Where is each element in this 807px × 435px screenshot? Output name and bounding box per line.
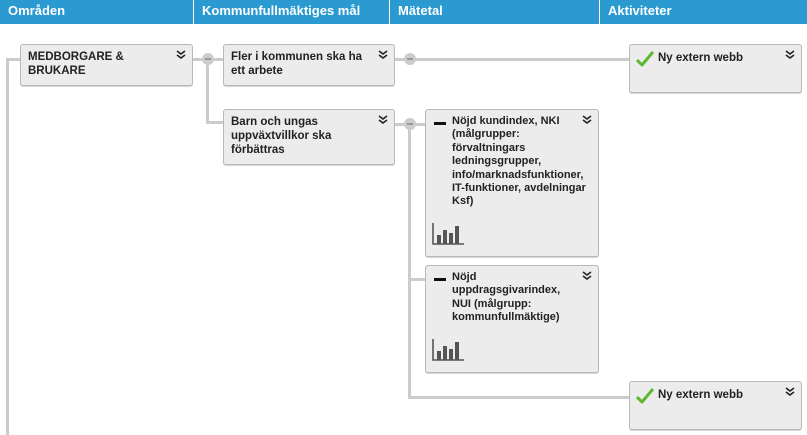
collapse-knob-goal2[interactable]: [404, 118, 416, 130]
column-header-metrics: Mätetal: [390, 0, 600, 24]
column-header-areas: Områden: [0, 0, 194, 24]
metric-branch-vertical: [408, 123, 411, 398]
metric-card-title: Nöjd uppdragsgivarindex, NUI (målgrupp: kommunfullmäktige): [452, 271, 561, 324]
bar-chart-icon[interactable]: [431, 338, 465, 362]
bar-chart-icon[interactable]: [431, 222, 465, 246]
goal-card-1[interactable]: [223, 44, 395, 86]
column-header-goals: Kommunfullmäktiges mål: [194, 0, 390, 24]
chevron-down-icon[interactable]: [377, 49, 389, 61]
checkmark-icon: [636, 388, 654, 404]
chevron-down-icon[interactable]: [784, 49, 796, 61]
metric2-stub-line: [408, 278, 426, 281]
chevron-down-icon[interactable]: [377, 114, 389, 126]
chevron-down-icon[interactable]: [175, 49, 187, 61]
collapse-knob-goal1[interactable]: [404, 53, 416, 65]
column-header-activities: Aktiviteter: [608, 3, 672, 18]
metric-status-dash-icon: [434, 278, 446, 281]
left-trunk-line: [6, 58, 9, 435]
area-card-title: MEDBORGARE & BRUKARE: [28, 51, 124, 77]
metric-card-2[interactable]: [425, 265, 599, 373]
area-stub-line: [6, 58, 20, 61]
goal-card-title: Fler i kommunen ska ha ett arbete: [231, 51, 363, 77]
metric-card-title: Nöjd kundindex, NKI (målgrupper: förvaltningars ledningsgrupper, info/marknadsfunktioner, IT-funktioner, avdelningar Ksf): [452, 115, 586, 208]
chevron-down-icon[interactable]: [581, 114, 593, 126]
column-header-bar: [0, 0, 807, 24]
goal-card-2[interactable]: [223, 109, 395, 165]
activity-card-1[interactable]: [629, 44, 802, 93]
activity-card-title: Ny extern webb: [658, 52, 743, 64]
activity2-stub-line: [408, 396, 630, 399]
activity-card-title: Ny extern webb: [658, 389, 743, 401]
goal-branch-vertical: [206, 58, 209, 123]
collapse-knob-area[interactable]: [202, 53, 214, 65]
goal-card-title: Barn och ungas uppväxtvillkor ska förbättras: [231, 116, 332, 156]
activity-card-2[interactable]: [629, 381, 802, 430]
goal-branch-horizontal: [206, 121, 224, 124]
area-card-medborgare[interactable]: [20, 44, 193, 86]
chevron-down-icon[interactable]: [784, 386, 796, 398]
metric-status-dash-icon: [434, 122, 446, 125]
goal1-activity-connector: [394, 58, 630, 61]
metric-card-1[interactable]: [425, 109, 599, 257]
chevron-down-icon[interactable]: [581, 270, 593, 282]
checkmark-icon: [636, 51, 654, 67]
